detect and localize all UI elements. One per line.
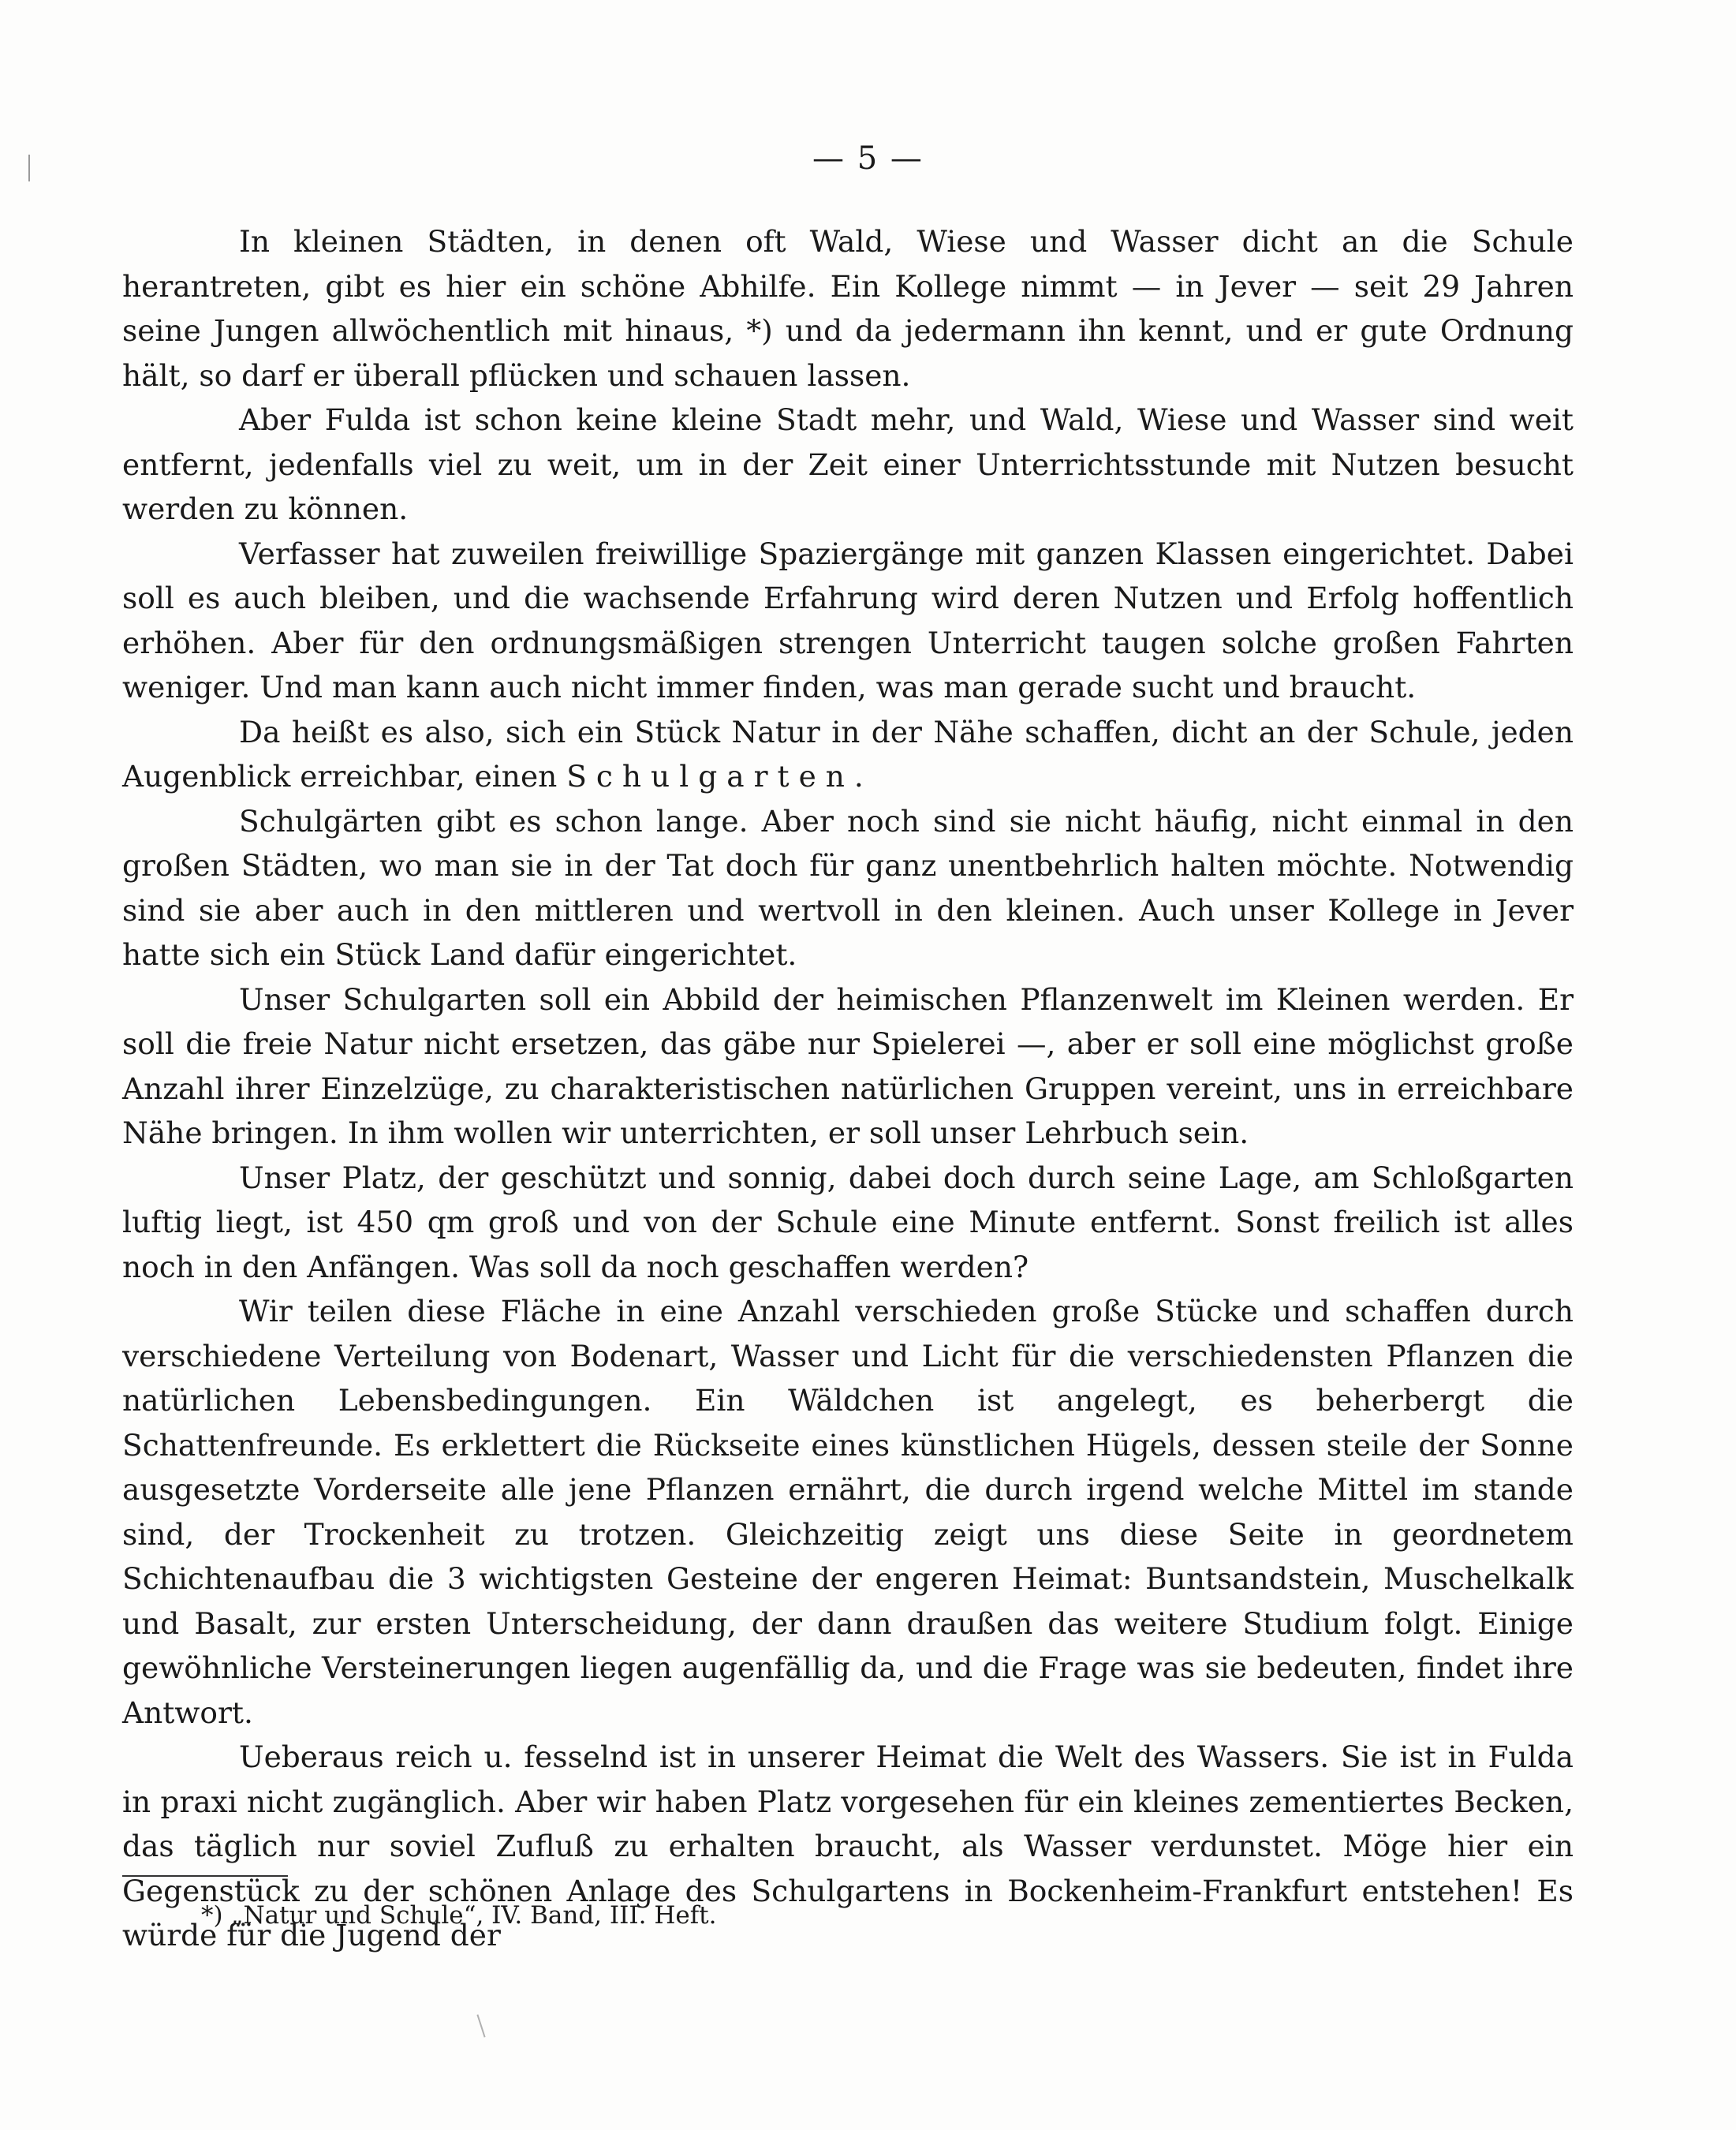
footnote-divider bbox=[122, 1875, 288, 1877]
paragraph: Ueberaus reich u. fesselnd ist in unserer Heimat die Welt des Wassers. Sie ist in Fulda in praxi nicht zugänglich. Aber wir haben Platz vorgesehen für ein kleines zementiertes Becken, das täglich nur soviel Zufluß zu erhalten braucht, als Wasser verdunstet. Möge hier ein Gegenstück zu der schönen Anlage des Schulgartens in Bockenheim-Frankfurt entstehen! Es würde für die Jugend der bbox=[122, 1740, 1574, 1952]
paragraph: Verfasser hat zuweilen freiwillige Spaziergänge mit ganzen Klassen eingerichtet. Dabei soll es auch bleiben, und die wachsende Erfahrung wird deren Nutzen und Erfolg hoffentlich erhöhen. Aber für den ordnungsmäßigen strengen Unterricht taugen solche großen Fahrten weniger. Und man kann auch nicht immer finden, was man gerade sucht und braucht. bbox=[122, 536, 1574, 704]
paragraph: Schulgärten gibt es schon lange. Aber noch sind sie nicht häufig, nicht einmal in den großen Städten, wo man sie in der Tat doch für ganz unentbehrlich halten möchte. Notwendig sind sie aber auch in den mittleren und wertvoll in den kleinen. Auch unser Kollege in Jever hatte sich ein Stück Land dafür eingerichtet. bbox=[122, 803, 1574, 972]
paragraph: Unser Platz, der geschützt und sonnig, dabei doch durch seine Lage, am Schloßgarten luftig liegt, ist 450 qm groß und von der Schule eine Minute entfernt. Sonst freilich ist alles noch in den Anfängen. Was soll da noch geschaffen werden? bbox=[122, 1160, 1574, 1284]
paragraph bbox=[122, 710, 1574, 799]
paragraph-text: . bbox=[853, 759, 864, 794]
body-text bbox=[122, 219, 1574, 1958]
scan-mark bbox=[476, 2014, 485, 2037]
paragraph-text: Da heißt es also, sich ein Stück Natur in der Nähe schaffen, dicht an der Schule, jeden Augenblick erreichbar, einen bbox=[122, 714, 1574, 794]
footnote: *) „Natur und Schule“, IV. Band, III. Heft. bbox=[201, 1901, 717, 1930]
page-number: — 5 — bbox=[812, 140, 924, 177]
paragraph: In kleinen Städten, in denen oft Wald, Wiese und Wasser dicht an die Schule herantreten, gibt es hier ein schöne Abhilfe. Ein Kollege nimmt — in Jever — seit 29 Jahren seine Jungen allwöchentlich mit hinaus, *) und da jedermann ihn kennt, und er gute Ordnung hält, so darf er überall pflücken und schauen lassen. bbox=[122, 224, 1574, 393]
paragraph: Wir teilen diese Fläche in eine Anzahl verschieden große Stücke und schaffen durch verschiedene Verteilung von Bodenart, Wasser und Licht für die verschiedensten Pflanzen die natürlichen Lebensbedingungen. Ein Wäldchen ist angelegt, es beherbergt die Schattenfreunde. Es erklettert die Rückseite eines künstlichen Hügels, dessen steile der Sonne ausgesetzte Vorderseite alle jene Pflanzen ernährt, die durch irgend welche Mittel im stande sind, der Trockenheit zu trotzen. Gleichzeitig zeigt uns diese Seite in geordnetem Schichtenaufbau die 3 wichtigsten Gesteine der engeren Heimat: Buntsandstein, Muschelkalk und Basalt, zur ersten Unterscheidung, der dann draußen das weitere Studium folgt. Einige gewöhnliche Versteinerungen liegen augenfällig da, und die Frage was sie bedeuten, findet ihre Antwort. bbox=[122, 1294, 1574, 1730]
paragraph: Aber Fulda ist schon keine kleine Stadt mehr, und Wald, Wiese und Wasser sind weit entfernt, jedenfalls viel zu weit, um in der Zeit einer Unterrichtsstunde mit Nutzen besucht werden zu können. bbox=[122, 402, 1574, 526]
paragraph: Unser Schulgarten soll ein Abbild der heimischen Pflanzenwelt im Kleinen werden. Er soll die freie Natur nicht ersetzen, das gäbe nur Spielerei —, aber er soll eine möglichst große Anzahl ihrer Einzelzüge, zu charakteristischen natürlichen Gruppen vereint, uns in erreichbare Nähe bringen. In ihm wollen wir unterrichten, er soll unser Lehrbuch sein. bbox=[122, 981, 1574, 1150]
emphasized-term: Schulgarten bbox=[566, 759, 854, 794]
